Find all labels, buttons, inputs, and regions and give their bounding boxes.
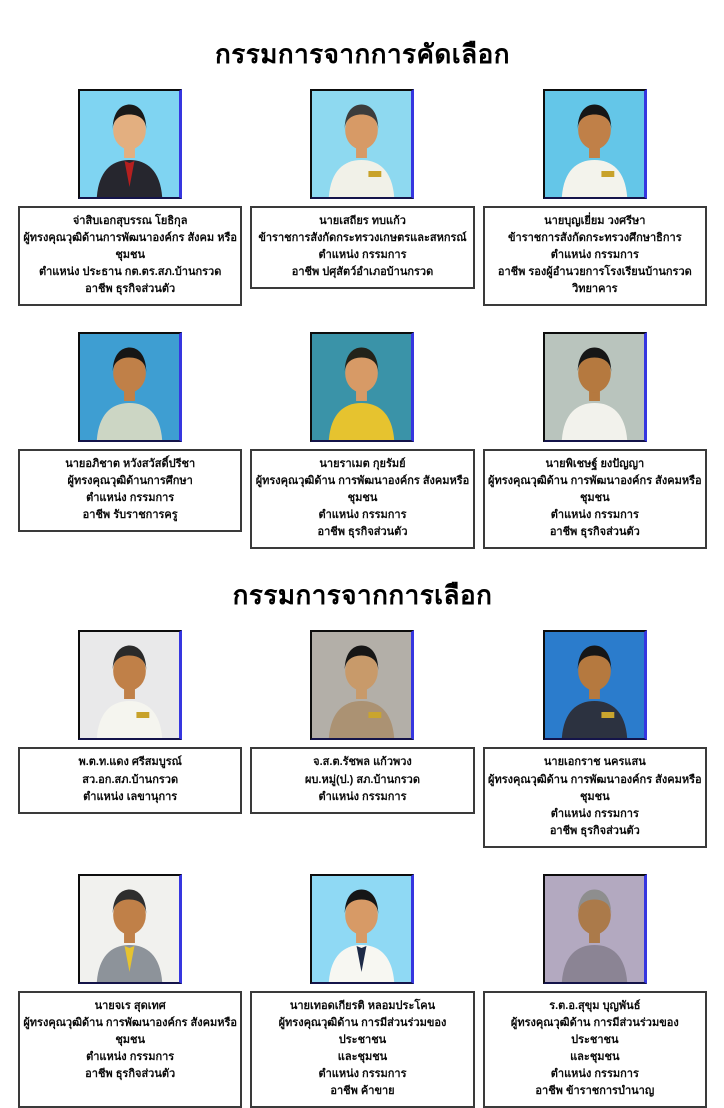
portrait-illustration xyxy=(312,632,411,738)
member-detail-line: ตำแหน่ง กรรมการ xyxy=(318,790,407,803)
member-name: นายอภิชาต หวังสวัสดิ์ปรีชา xyxy=(65,458,196,471)
member-name: นายเสถียร ทบแก้ว xyxy=(319,215,406,227)
member-card xyxy=(18,89,242,306)
member-detail-line: ผู้ทรงคุณวุฒิด้าน การพัฒนาองค์กร สังคมหรือชุมชน xyxy=(23,1016,237,1046)
member-detail-line: ตำแหน่ง กรรมการ xyxy=(318,249,407,262)
portrait-illustration xyxy=(545,91,644,197)
member-detail-line: และชุมชน xyxy=(570,1050,620,1063)
person-medal xyxy=(369,712,382,718)
member-name: นายราเมต กุยรัมย์ xyxy=(319,458,406,471)
portrait-illustration xyxy=(545,334,644,440)
portrait-photo xyxy=(543,332,647,442)
portrait-photo xyxy=(310,630,414,740)
member-card xyxy=(483,89,707,306)
member-detail-line: ตำแหน่ง กรรมการ xyxy=(318,1067,407,1080)
member-card xyxy=(250,874,474,1108)
member-detail-line: ตำแหน่ง กรรมการ xyxy=(550,807,639,820)
portrait-photo xyxy=(78,89,182,199)
member-detail-line: ผู้ทรงคุณวุฒิด้าน การมีส่วนร่วมของประชาชน xyxy=(278,1016,447,1046)
member-name: นายจเร สุดเทศ xyxy=(94,999,166,1012)
member-card xyxy=(483,332,707,549)
member-card xyxy=(18,332,242,532)
member-info-box xyxy=(18,747,242,813)
member-name: นายเอกราช นครแสน xyxy=(543,756,646,769)
member-info-box xyxy=(250,991,474,1108)
person-medal xyxy=(369,171,382,177)
member-detail-line: ตำแหน่ง กรรมการ xyxy=(318,509,407,522)
member-info-box xyxy=(18,206,242,306)
portrait-photo xyxy=(310,874,414,984)
member-name: พ.ต.ท.แดง ศรีสมบูรณ์ xyxy=(78,756,182,769)
member-detail-line: ตำแหน่ง กรรมการ xyxy=(550,249,639,262)
committee-section xyxy=(18,575,707,1108)
portrait-illustration xyxy=(312,334,411,440)
member-detail-line: ผู้ทรงคุณวุฒิด้าน การพัฒนาองค์กร สังคมหรือชุมชน xyxy=(488,475,702,505)
portrait-illustration xyxy=(80,91,179,197)
member-info-box xyxy=(18,449,242,532)
member-detail-line: ตำแหน่ง ประธาน กต.ตร.สภ.บ้านกรวด xyxy=(38,266,222,279)
member-detail-line: และชุมชน xyxy=(337,1050,388,1063)
member-detail-line: ตำแหน่ง กรรมการ xyxy=(86,492,175,505)
member-detail-line: อาชีพ ธุรกิจส่วนตัว xyxy=(85,1067,176,1080)
member-name: ร.ต.อ.สุขุม บุญพันธ์ xyxy=(549,999,641,1012)
member-detail-line: อาชีพ ปศุสัตว์อำเภอบ้านกรวด xyxy=(291,266,434,279)
member-detail-line: ผบ.หมู่(ป.) สภ.บ้านกรวด xyxy=(304,773,420,786)
member-row xyxy=(18,89,707,306)
member-card xyxy=(250,630,474,813)
member-card xyxy=(483,630,707,847)
member-detail-line: ข้าราชการสังกัดกระทรวงเกษตรและสหกรณ์ xyxy=(258,232,467,245)
member-info-box xyxy=(483,991,707,1108)
portrait-photo xyxy=(78,630,182,740)
member-card xyxy=(250,332,474,549)
member-row xyxy=(18,630,707,847)
member-info-box xyxy=(250,747,474,813)
person-medal xyxy=(601,171,614,177)
member-detail-line: อาชีพ ธุรกิจส่วนตัว xyxy=(549,824,640,837)
member-info-box xyxy=(250,206,474,289)
member-detail-line: ตำแหน่ง เลขานุการ xyxy=(83,790,178,803)
member-detail-line: ผู้ทรงคุณวุฒิด้านการศึกษา xyxy=(67,475,193,488)
member-detail-line: ผู้ทรงคุณวุฒิด้าน การพัฒนาองค์กร สังคมหรือชุมชน xyxy=(255,475,470,505)
member-detail-line: สว.อก.สภ.บ้านกรวด xyxy=(82,773,179,786)
committee-roster xyxy=(18,34,707,1108)
section-title: กรรมการจากการคัดเลือก xyxy=(215,39,510,69)
portrait-photo xyxy=(78,332,182,442)
member-card xyxy=(250,89,474,289)
committee-section xyxy=(18,34,707,549)
member-detail-line: อาชีพ ข้าราชการบำนาญ xyxy=(535,1084,655,1097)
member-name: นายเทอดเกียรติ หลอมประโคน xyxy=(289,999,436,1012)
member-detail-line: อาชีพ ธุรกิจส่วนตัว xyxy=(85,283,176,296)
member-detail-line: ข้าราชการสังกัดกระทรวงศึกษาธิการ xyxy=(508,232,682,245)
member-detail-line: อาชีพ ธุรกิจส่วนตัว xyxy=(317,526,408,539)
member-detail-line: อาชีพ ค้าขาย xyxy=(330,1084,395,1097)
member-card xyxy=(18,874,242,1108)
portrait-photo xyxy=(310,89,414,199)
person-medal xyxy=(601,712,614,718)
member-detail-line: อาชีพ ธุรกิจส่วนตัว xyxy=(549,526,640,539)
portrait-photo xyxy=(543,89,647,199)
member-info-box xyxy=(483,449,707,549)
member-detail-line: ตำแหน่ง กรรมการ xyxy=(550,509,639,522)
portrait-photo xyxy=(310,332,414,442)
member-detail-line: ตำแหน่ง กรรมการ xyxy=(86,1050,175,1063)
member-card xyxy=(483,874,707,1108)
member-name: จ่าสิบเอกสุบรรณ โยธิกุล xyxy=(72,215,188,227)
member-detail-line: ผู้ทรงคุณวุฒิด้านการพัฒนาองค์กร สังคม หรือชุมชน xyxy=(23,232,237,262)
member-detail-line: ตำแหน่ง กรรมการ xyxy=(550,1067,639,1080)
portrait-illustration xyxy=(545,632,644,738)
member-info-box xyxy=(250,449,474,549)
portrait-illustration xyxy=(80,632,179,738)
section-title: กรรมการจากการเลือก xyxy=(232,580,493,611)
member-name: นายพิเชษฐ์ ยงปัญญา xyxy=(545,458,645,471)
member-info-box xyxy=(483,747,707,847)
member-name: นายบุญเยี่ยม วงศรีษา xyxy=(544,215,646,227)
member-detail-line: ผู้ทรงคุณวุฒิด้าน การมีส่วนร่วมของประชาชน xyxy=(510,1016,679,1046)
member-detail-line: อาชีพ รองผู้อำนวยการโรงเรียนบ้านกรวดวิทยาคาร xyxy=(497,266,692,296)
portrait-illustration xyxy=(80,876,179,982)
portrait-illustration xyxy=(80,334,179,440)
member-info-box xyxy=(483,206,707,306)
member-row xyxy=(18,332,707,549)
portrait-photo xyxy=(543,630,647,740)
member-detail-line: อาชีพ รับราชการครู xyxy=(82,509,178,522)
member-card xyxy=(18,630,242,813)
portrait-illustration xyxy=(312,91,411,197)
person-medal xyxy=(137,712,150,718)
member-detail-line: ผู้ทรงคุณวุฒิด้าน การพัฒนาองค์กร สังคมหรือชุมชน xyxy=(488,773,702,803)
portrait-illustration xyxy=(312,876,411,982)
member-name: จ.ส.ต.รัชพล แก้วพวง xyxy=(313,756,412,769)
portrait-photo xyxy=(78,874,182,984)
portrait-illustration xyxy=(545,876,644,982)
member-info-box xyxy=(18,991,242,1108)
portrait-photo xyxy=(543,874,647,984)
member-row xyxy=(18,874,707,1108)
